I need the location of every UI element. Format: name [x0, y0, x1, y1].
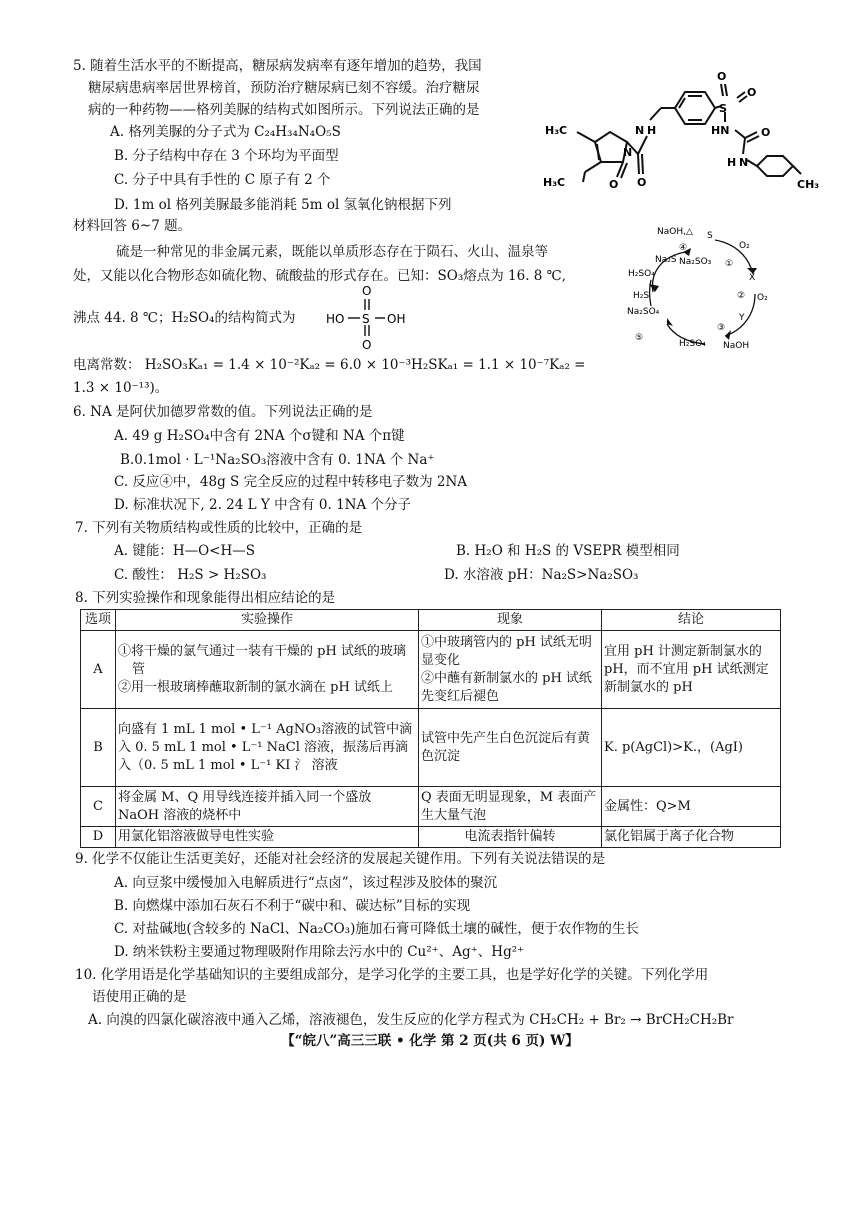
row-c-conclusion: 金属性：Q>M — [602, 787, 781, 827]
material-line4: 电离常数： H₂SO₃Kₐ₁ = 1.4 × 10⁻²Kₐ₂ = 6.0 × 10⁻³H₂SKₐ₁ = 1.1 × 10⁻⁷Kₐ₂ = — [73, 357, 586, 373]
header-operation: 实验操作 — [116, 610, 419, 631]
cycle-h2s: H₂S — [633, 291, 650, 301]
q7-option-b: B. H₂O 和 H₂S 的 VSEPR 模型相同 — [456, 543, 680, 559]
q7-stem: 7. 下列有关物质结构或性质的比较中，正确的是 — [75, 520, 363, 536]
row-c-option: C — [81, 787, 116, 827]
q9-option-a: A. 向豆浆中缓慢加入电解质进行“点卤”，该过程涉及胶体的聚沉 — [114, 875, 498, 891]
row-d-operation: 用氯化铝溶液做导电性实验 — [116, 827, 419, 848]
q9-option-d: D. 纳米铁粉主要通过物理吸附作用除去污水中的 Cu²⁺、Ag⁺、Hg²⁺ — [114, 944, 525, 960]
cycle-y: Y — [739, 313, 745, 323]
q5-option-b: B. 分子结构中存在 3 个环均为平面型 — [114, 148, 339, 164]
mol-label-h-amide: H — [647, 124, 657, 137]
q10-stem-line1: 10. 化学用语是化学基础知识的主要组成部分，是学习化学的主要工具，也是学好化学的关键。下列化学用 — [75, 967, 709, 983]
q5-option-d: D. 1m ol 格列美脲最多能消耗 5m ol 氢氧化钠根据下列 — [114, 197, 452, 213]
row-b-phenomenon: 试管中先产生白色沉淀后有黄色沉淀 — [419, 709, 602, 787]
row-b-option: B — [81, 709, 116, 787]
cycle-naoh-heat: NaOH,△ — [657, 227, 693, 237]
mol-label-o-urea: O — [761, 126, 771, 139]
row-a-op1: ①将干燥的氯气通过一装有干燥的 pH 试纸的玻璃管 — [118, 643, 406, 677]
table-header-row — [81, 610, 781, 631]
h2so4-structure — [325, 283, 410, 353]
mol-label-o-s2: O — [747, 86, 757, 99]
cycle-step4: ④ — [679, 243, 688, 253]
cycle-s: S — [707, 231, 713, 241]
material-line1: 硫是一种常见的非金属元素，既能以单质形态存在于陨石、火山、温泉等 — [116, 244, 548, 260]
header-option: 选项 — [81, 610, 116, 631]
q9-stem: 9. 化学不仅能让生活更美好，还能对社会经济的发展起关键作用。下列有关说法错误的是 — [75, 851, 606, 867]
cycle-step1: ① — [725, 259, 734, 269]
cycle-step2: ② — [737, 291, 746, 301]
q8-experiment-table — [80, 609, 781, 848]
cycle-h2so4-left: H₂SO₄ — [628, 269, 655, 279]
row-a-phenomenon — [419, 631, 602, 709]
h2so4-s: S — [362, 312, 370, 326]
q7-option-c: C. 酸性： H₂S > H₂SO₃ — [114, 567, 267, 583]
row-b-conclusion: K. p(AgCl)>K.，(AgI) — [602, 709, 781, 787]
h2so4-o-bottom: O — [362, 338, 372, 352]
q6-option-c: C. 反应④中，48g S 完全反应的过程中转移电子数为 2NA — [114, 474, 468, 490]
material-line3: 沸点 44. 8 ℃；H₂SO₄的结构简式为 — [73, 310, 296, 326]
cycle-o2-a: O₂ — [739, 241, 750, 251]
mol-label-s: S — [719, 102, 727, 115]
cycle-na2so4: Na₂SO₄ — [627, 307, 660, 317]
q5-stem-line3: 病的一种药物——格列美脲的结构式如图所示。下列说法正确的是 — [88, 102, 480, 118]
row-a-ph2: ②中蘸有新制氯水的 pH 试纸先变红后褪色 — [421, 670, 592, 704]
q10-option-a: A. 向溴的四氯化碳溶液中通入乙烯，溶液褪色，发生反应的化学方程式为 CH₂CH₂ + Br₂ → BrCH₂CH₂Br — [88, 1012, 734, 1028]
material-line5: 1.3 × 10⁻¹³)。 — [73, 380, 169, 396]
mol-label-h3c-top: H₃C — [545, 124, 568, 137]
q6-stem: 6. NA 是阿伏加德罗常数的值。下列说法正确的是 — [73, 404, 373, 420]
q6-option-b: B.0.1mol · L⁻¹Na₂SO₃溶液中含有 0. 1NA 个 Na⁺ — [120, 452, 435, 468]
q5-tail: 材料回答 6~7 题。 — [73, 218, 192, 234]
h2so4-oh: OH — [387, 312, 406, 326]
cycle-step5: ⑤ — [635, 333, 644, 343]
header-phenomenon: 现象 — [419, 610, 602, 631]
mol-label-h-urea: H — [727, 156, 737, 169]
cycle-na2so3: Na₂SO₃ — [679, 257, 712, 267]
mol-label-o-ring: O — [609, 178, 619, 191]
mol-label-h3c-bottom: H₃C — [543, 176, 566, 189]
material-line2: 处，又能以化合物形态如硫化物、硫酸盐的形式存在。已知：SO₃熔点为 16. 8 ℃, — [73, 268, 567, 284]
mol-label-n-ring: N — [623, 146, 633, 159]
table-row — [81, 709, 781, 787]
row-b-operation: 向盛有 1 mL 1 mol • L⁻¹ AgNO₃溶液的试管中滴入 0. 5 mL 1 mol • L⁻¹ NaCl 溶液，振荡后再滴入（0. 5 mL 1 mol • L⁻¹ KI 氵 溶液 — [116, 709, 419, 787]
row-a-ph1: ①中玻璃管内的 pH 试纸无明显变化 — [421, 634, 592, 668]
q10-stem-line2: 语使用正确的是 — [92, 989, 187, 1005]
mol-label-n-urea: N — [739, 156, 749, 169]
mol-label-n-amide: N — [635, 124, 645, 137]
row-a-operation — [116, 631, 419, 709]
cycle-na2s: Na₂S — [655, 255, 677, 265]
row-d-option: D — [81, 827, 116, 848]
q5-stem-line2: 糖尿病患病率居世界榜首，预防治疗糖尿病已刻不容缓。治疗糖尿 — [88, 80, 480, 96]
table-row — [81, 827, 781, 848]
glimepiride-structure — [535, 62, 825, 212]
q7-option-a: A. 键能：H—O<H—S — [114, 543, 256, 559]
cycle-naoh: NaOH — [723, 341, 750, 351]
row-c-operation: 将金属 M、Q 用导线连接并插入同一个盛放 NaOH 溶液的烧杯中 — [116, 787, 419, 827]
row-d-phenomenon: 电流表指针偏转 — [419, 827, 602, 848]
row-d-conclusion: 氯化铝属于离子化合物 — [602, 827, 781, 848]
q8-stem: 8. 下列实验操作和现象能得出相应结论的是 — [75, 590, 336, 606]
h2so4-ho: HO — [326, 312, 345, 326]
row-a-conclusion: 宜用 pH 计测定新制氯水的 pH，而不宜用 pH 试纸测定新制氯水的 pH — [602, 631, 781, 709]
table-row — [81, 787, 781, 827]
q9-option-b: B. 向燃煤中添加石灰石不利于“碳中和、碳达标”目标的实现 — [114, 898, 471, 914]
sulfur-cycle-diagram — [625, 222, 785, 360]
row-a-option: A — [81, 631, 116, 709]
mol-label-o-s1: O — [717, 70, 727, 83]
cycle-step3: ③ — [717, 323, 726, 333]
q5-option-a: A. 格列美脲的分子式为 C₂₄H₃₄N₄O₅S — [110, 124, 341, 140]
table-row — [81, 631, 781, 709]
cycle-x: X — [749, 273, 756, 283]
header-conclusion: 结论 — [602, 610, 781, 631]
mol-label-hn: HN — [711, 124, 730, 137]
mol-label-o-carbonyl: O — [637, 176, 647, 189]
q6-option-a: A. 49 g H₂SO₄中含有 2NA 个σ键和 NA 个π键 — [114, 428, 405, 444]
row-a-op2: ②用一根玻璃棒蘸取新制的氯水滴在 pH 试纸上 — [118, 679, 393, 695]
h2so4-o-top: O — [362, 284, 372, 298]
q9-option-c: C. 对盐碱地(含较多的 NaCl、Na₂CO₃)施加石膏可降低土壤的碱性，便于农作物的生长 — [114, 921, 639, 937]
row-c-phenomenon: Q 表面无明显现象，M 表面产生大量气泡 — [419, 787, 602, 827]
q7-option-d: D. 水溶液 pH：Na₂S>Na₂SO₃ — [444, 567, 639, 583]
mol-label-ch3: CH₃ — [797, 178, 820, 191]
q6-option-d: D. 标准状况下, 2. 24 L Y 中含有 0. 1NA 个分子 — [114, 497, 412, 513]
q5-option-c: C. 分子中具有手性的 C 原子有 2 个 — [114, 172, 331, 188]
cycle-h2so4-bottom: H₂SO₄ — [679, 339, 706, 349]
q5-stem-line1: 5. 随着生活水平的不断提高，糖尿病发病率有逐年增加的趋势，我国 — [73, 58, 482, 74]
cycle-o2-b: O₂ — [757, 293, 768, 303]
page-footer: 【“皖八”高三三联 • 化学 第 2 页(共 6 页) W】 — [281, 1033, 579, 1049]
